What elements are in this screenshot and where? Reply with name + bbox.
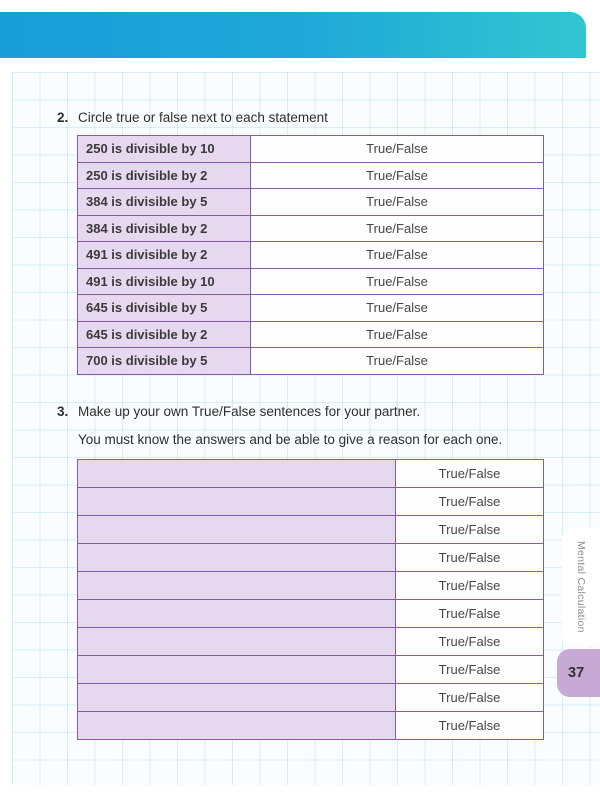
statement-cell: 700 is divisible by 5 — [78, 348, 251, 375]
true-false-cell[interactable]: True/False — [396, 684, 544, 712]
statement-cell: 491 is divisible by 2 — [78, 242, 251, 269]
table-row — [78, 712, 544, 740]
true-false-cell[interactable]: True/False — [251, 189, 544, 216]
true-false-cell[interactable]: True/False — [396, 544, 544, 572]
true-false-cell[interactable]: True/False — [251, 215, 544, 242]
table-row — [78, 189, 544, 216]
statement-cell: 250 is divisible by 10 — [78, 136, 251, 163]
top-banner — [0, 12, 586, 58]
blank-statement-cell[interactable] — [78, 572, 396, 600]
question-2-prompt: Circle true or false next to each statement — [78, 110, 328, 125]
blank-statement-cell[interactable] — [78, 460, 396, 488]
blank-statement-cell[interactable] — [78, 712, 396, 740]
blank-statement-cell[interactable] — [78, 628, 396, 656]
table-row — [78, 348, 544, 375]
true-false-cell[interactable]: True/False — [396, 600, 544, 628]
blank-statement-cell[interactable] — [78, 684, 396, 712]
table-row — [78, 460, 544, 488]
true-false-cell[interactable]: True/False — [251, 321, 544, 348]
true-false-cell[interactable]: True/False — [396, 516, 544, 544]
table-row — [78, 572, 544, 600]
table-row — [78, 544, 544, 572]
statement-cell: 384 is divisible by 5 — [78, 189, 251, 216]
question-2 — [57, 109, 328, 126]
blank-statement-cell[interactable] — [78, 544, 396, 572]
true-false-cell[interactable]: True/False — [396, 656, 544, 684]
page-number-tab — [557, 649, 600, 697]
strand-label: Mental Calculation — [575, 541, 587, 633]
question-3-note: You must know the answers and be able to give a reason for each one. — [78, 432, 503, 447]
table-row — [78, 516, 544, 544]
true-false-cell[interactable]: True/False — [396, 628, 544, 656]
strand-tab — [562, 528, 600, 646]
table-row — [78, 600, 544, 628]
table-row — [78, 684, 544, 712]
table-row — [78, 242, 544, 269]
table-row — [78, 268, 544, 295]
true-false-cell[interactable]: True/False — [251, 242, 544, 269]
blank-statement-cell[interactable] — [78, 600, 396, 628]
true-false-cell[interactable]: True/False — [251, 295, 544, 322]
statement-cell: 384 is divisible by 2 — [78, 215, 251, 242]
table-row — [78, 136, 544, 163]
divisibility-statements-table — [77, 135, 544, 375]
true-false-cell[interactable]: True/False — [396, 488, 544, 516]
true-false-cell[interactable]: True/False — [251, 162, 544, 189]
true-false-cell[interactable]: True/False — [251, 348, 544, 375]
table-row — [78, 321, 544, 348]
blank-statement-cell[interactable] — [78, 488, 396, 516]
statement-cell: 645 is divisible by 5 — [78, 295, 251, 322]
question-2-number: 2. — [57, 110, 69, 125]
table-row — [78, 488, 544, 516]
true-false-cell[interactable]: True/False — [396, 712, 544, 740]
table-row — [78, 295, 544, 322]
true-false-cell[interactable]: True/False — [396, 460, 544, 488]
statement-cell: 645 is divisible by 2 — [78, 321, 251, 348]
table-row — [78, 215, 544, 242]
true-false-cell[interactable]: True/False — [251, 136, 544, 163]
own-sentences-table — [77, 459, 544, 740]
workbook-page — [12, 72, 600, 785]
table-row — [78, 656, 544, 684]
blank-statement-cell[interactable] — [78, 656, 396, 684]
question-3-number: 3. — [57, 404, 69, 419]
page-number: 37 — [568, 665, 585, 681]
statement-cell: 491 is divisible by 10 — [78, 268, 251, 295]
true-false-cell[interactable]: True/False — [396, 572, 544, 600]
blank-statement-cell[interactable] — [78, 516, 396, 544]
question-3 — [57, 403, 420, 420]
statement-cell: 250 is divisible by 2 — [78, 162, 251, 189]
table-row — [78, 628, 544, 656]
true-false-cell[interactable]: True/False — [251, 268, 544, 295]
question-3-prompt: Make up your own True/False sentences for your partner. — [78, 404, 421, 419]
table-row — [78, 162, 544, 189]
